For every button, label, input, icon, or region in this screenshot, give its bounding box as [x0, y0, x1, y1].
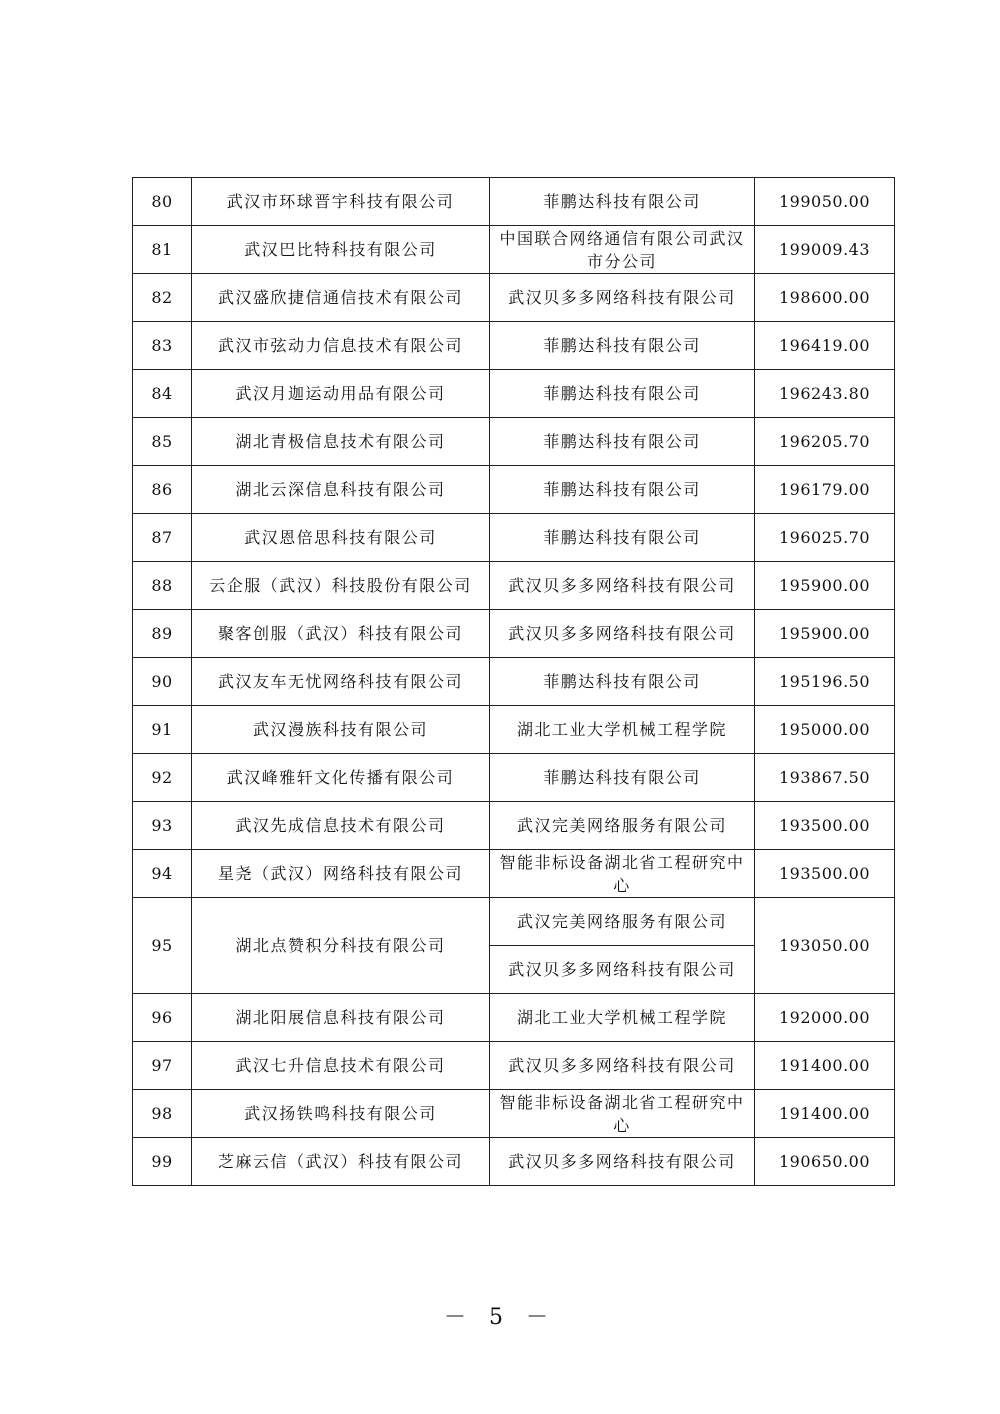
row-number: 99	[133, 1138, 192, 1186]
amount: 190650.00	[755, 1138, 895, 1186]
company-name: 武汉峰雅轩文化传播有限公司	[192, 754, 490, 802]
amount: 195000.00	[755, 706, 895, 754]
amount: 196025.70	[755, 514, 895, 562]
table-row	[133, 1042, 895, 1090]
table-row	[133, 370, 895, 418]
service-provider: 菲鹏达科技有限公司	[490, 514, 755, 562]
table-row	[133, 898, 895, 946]
amount: 191400.00	[755, 1090, 895, 1138]
table-row	[133, 1138, 895, 1186]
company-name: 武汉先成信息技术有限公司	[192, 802, 490, 850]
service-provider: 菲鹏达科技有限公司	[490, 370, 755, 418]
row-number: 85	[133, 418, 192, 466]
service-provider: 智能非标设备湖北省工程研究中心	[490, 1090, 755, 1138]
company-name: 武汉市弦动力信息技术有限公司	[192, 322, 490, 370]
row-number: 95	[133, 898, 192, 994]
service-provider: 湖北工业大学机械工程学院	[490, 706, 755, 754]
table-row	[133, 322, 895, 370]
amount: 195900.00	[755, 562, 895, 610]
company-name: 武汉七升信息技术有限公司	[192, 1042, 490, 1090]
row-number: 87	[133, 514, 192, 562]
table-row	[133, 418, 895, 466]
amount: 198600.00	[755, 274, 895, 322]
voucher-table	[132, 177, 895, 1186]
table-row	[133, 994, 895, 1042]
row-number: 94	[133, 850, 192, 898]
table-row	[133, 226, 895, 274]
table-row	[133, 802, 895, 850]
company-name: 武汉巴比特科技有限公司	[192, 226, 490, 274]
company-name: 星尧（武汉）网络科技有限公司	[192, 850, 490, 898]
amount: 193050.00	[755, 898, 895, 994]
service-provider: 武汉贝多多网络科技有限公司	[490, 1138, 755, 1186]
company-name: 湖北青极信息技术有限公司	[192, 418, 490, 466]
amount: 196243.80	[755, 370, 895, 418]
company-name: 湖北点赞积分科技有限公司	[192, 898, 490, 994]
amount: 199009.43	[755, 226, 895, 274]
row-number: 92	[133, 754, 192, 802]
company-name: 武汉恩倍思科技有限公司	[192, 514, 490, 562]
service-provider: 武汉贝多多网络科技有限公司	[490, 562, 755, 610]
service-provider: 武汉完美网络服务有限公司	[490, 898, 755, 946]
service-provider: 中国联合网络通信有限公司武汉市分公司	[490, 226, 755, 274]
table-row	[133, 658, 895, 706]
amount: 195900.00	[755, 610, 895, 658]
row-number: 80	[133, 178, 192, 226]
amount: 193867.50	[755, 754, 895, 802]
service-provider: 菲鹏达科技有限公司	[490, 322, 755, 370]
amount: 192000.00	[755, 994, 895, 1042]
row-number: 93	[133, 802, 192, 850]
company-name: 武汉友车无忧网络科技有限公司	[192, 658, 490, 706]
service-provider: 武汉贝多多网络科技有限公司	[490, 610, 755, 658]
service-provider: 武汉贝多多网络科技有限公司	[490, 1042, 755, 1090]
page-number: － 5 －	[444, 1305, 556, 1330]
row-number: 97	[133, 1042, 192, 1090]
company-name: 聚客创服（武汉）科技有限公司	[192, 610, 490, 658]
company-name: 湖北阳展信息科技有限公司	[192, 994, 490, 1042]
row-number: 98	[133, 1090, 192, 1138]
service-provider: 菲鹏达科技有限公司	[490, 466, 755, 514]
service-provider: 武汉完美网络服务有限公司	[490, 802, 755, 850]
company-name: 武汉扬铁鸣科技有限公司	[192, 1090, 490, 1138]
service-provider: 菲鹏达科技有限公司	[490, 658, 755, 706]
amount: 196419.00	[755, 322, 895, 370]
company-name: 芝麻云信（武汉）科技有限公司	[192, 1138, 490, 1186]
row-number: 86	[133, 466, 192, 514]
table-row	[133, 466, 895, 514]
row-number: 91	[133, 706, 192, 754]
table-row	[133, 610, 895, 658]
row-number: 96	[133, 994, 192, 1042]
amount: 191400.00	[755, 1042, 895, 1090]
table-row	[133, 754, 895, 802]
company-name: 云企服（武汉）科技股份有限公司	[192, 562, 490, 610]
table-row	[133, 178, 895, 226]
amount: 196205.70	[755, 418, 895, 466]
company-name: 武汉漫族科技有限公司	[192, 706, 490, 754]
service-provider: 武汉贝多多网络科技有限公司	[490, 274, 755, 322]
company-name: 湖北云深信息科技有限公司	[192, 466, 490, 514]
amount: 195196.50	[755, 658, 895, 706]
amount: 193500.00	[755, 850, 895, 898]
table-row	[133, 562, 895, 610]
row-number: 90	[133, 658, 192, 706]
service-provider: 湖北工业大学机械工程学院	[490, 994, 755, 1042]
service-provider: 菲鹏达科技有限公司	[490, 754, 755, 802]
row-number: 89	[133, 610, 192, 658]
table-row	[133, 706, 895, 754]
company-name: 武汉市环球晋宇科技有限公司	[192, 178, 490, 226]
service-provider: 菲鹏达科技有限公司	[490, 178, 755, 226]
table-row	[133, 514, 895, 562]
table-body	[133, 178, 895, 1186]
amount: 199050.00	[755, 178, 895, 226]
row-number: 83	[133, 322, 192, 370]
row-number: 82	[133, 274, 192, 322]
service-provider: 菲鹏达科技有限公司	[490, 418, 755, 466]
amount: 193500.00	[755, 802, 895, 850]
company-name: 武汉月迦运动用品有限公司	[192, 370, 490, 418]
table-row	[133, 850, 895, 898]
service-provider: 智能非标设备湖北省工程研究中心	[490, 850, 755, 898]
row-number: 81	[133, 226, 192, 274]
row-number: 88	[133, 562, 192, 610]
row-number: 84	[133, 370, 192, 418]
amount: 196179.00	[755, 466, 895, 514]
service-provider: 武汉贝多多网络科技有限公司	[490, 946, 755, 994]
company-name: 武汉盛欣捷信通信技术有限公司	[192, 274, 490, 322]
table-row	[133, 1090, 895, 1138]
table-row	[133, 274, 895, 322]
